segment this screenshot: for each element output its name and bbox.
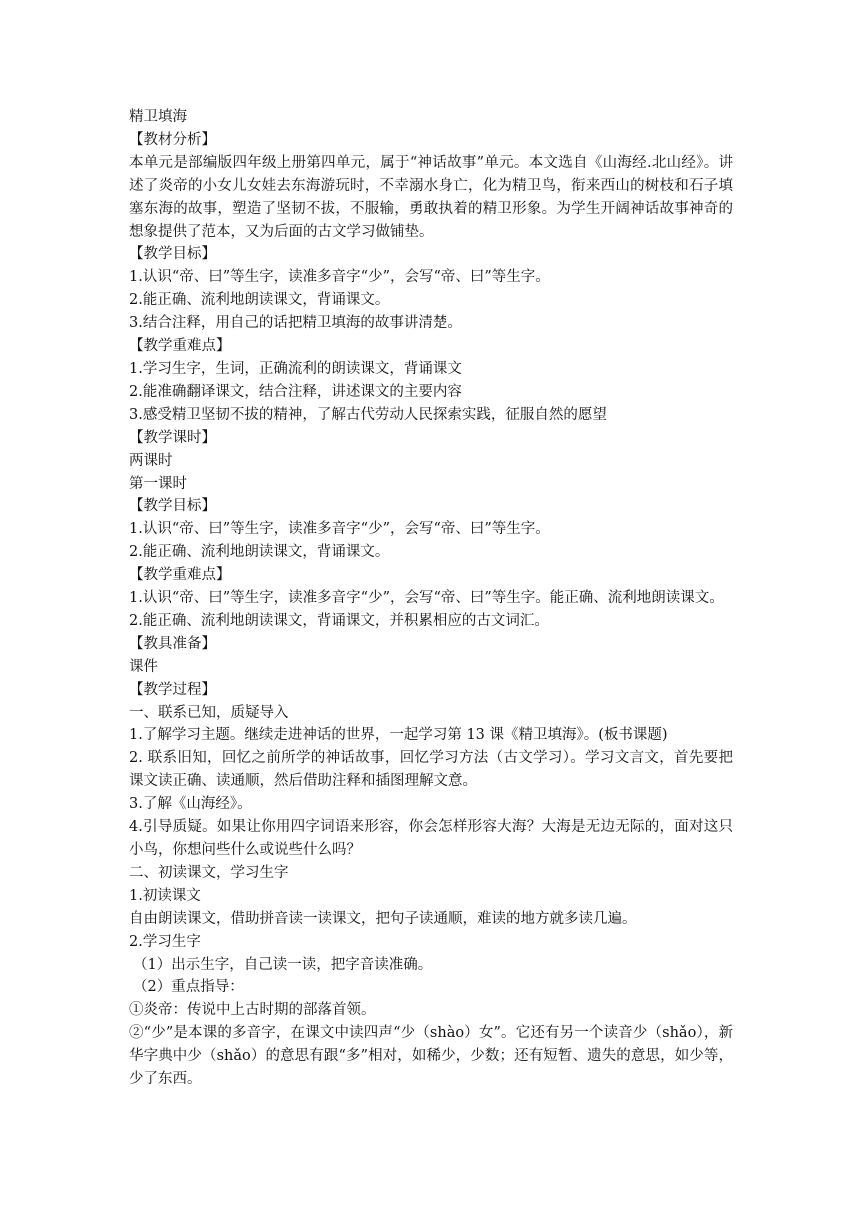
paragraph: 2. 联系旧知，回忆之前所学的神话故事，回忆学习方法（古文学习）。学习文言文，首先要把课文读正确、读通顺，然后借助注释和插图理解文意。 [129, 750, 733, 790]
section-heading: 【教具准备】 [129, 635, 216, 652]
paragraph: （1）出示生字，自己读一读，把字音读准确。 [133, 956, 433, 973]
paragraph: 3.了解《山海经》。 [129, 796, 252, 813]
paragraph: 2.能正确、流利地朗读课文，背诵课文。 [129, 544, 390, 561]
paragraph: 3.结合注释，用自己的话把精卫填海的故事讲清楚。 [129, 315, 462, 332]
paragraph: 本单元是部编版四年级上册第四单元，属于“神话故事”单元。本文选自《山海经.北山经》。讲述了炎帝的小女儿女娃去东海游玩时，不幸溺水身亡，化为精卫鸟，衔来西山的树枝和石子填塞东海的故事，塑造了坚韧不拔，不服输，勇敢执着的精卫形象。为学生开阔神话故事神奇的想象提供了范本，又为后面的古文学习做铺垫。 [129, 154, 733, 240]
paragraph: 两课时 [129, 452, 173, 469]
paragraph: ②“少”是本课的多音字，在课文中读四声“少（shào）女”。它还有另一个读音少（shǎo），新华字典中少（shǎo）的意思有跟“多”相对，如稀少，少数；还有短暂、遗失的意思，如少等，少了东西。 [129, 1025, 733, 1088]
paragraph: 第一课时 [129, 475, 187, 492]
paragraph: 2.能准确翻译课文，结合注释，讲述课文的主要内容 [129, 383, 462, 400]
document-lines [129, 129, 733, 1091]
paragraph: 1.认识“帝、曰”等生字，读准多音字“少”，会写“帝、曰”等生字。 [129, 521, 550, 538]
section-heading: 【教学目标】 [129, 498, 216, 515]
paragraph: （2）重点指导： [133, 979, 244, 996]
paragraph: 2.能正确、流利地朗读课文，背诵课文，并积累相应的古文词汇。 [129, 612, 549, 629]
section-heading: 【教学重难点】 [129, 338, 231, 355]
section-heading: 【教材分析】 [129, 131, 216, 148]
document-body [129, 106, 733, 1091]
paragraph: 4.引导质疑。如果让你用四字词语来形容，你会怎样形容大海？大海是无边无际的，面对这只小鸟，你想问些什么或说些什么吗？ [129, 819, 733, 858]
paragraph: 1.学习生字，生词，正确流利的朗读课文，背诵课文 [129, 360, 462, 377]
paragraph: 2.学习生字 [129, 933, 201, 950]
document-title: 精卫填海 [129, 109, 187, 125]
section-heading: 【教学过程】 [129, 681, 216, 698]
paragraph: 1.初读课文 [129, 887, 201, 904]
paragraph: 2.能正确、流利地朗读课文，背诵课文。 [129, 292, 390, 309]
paragraph: 自由朗读课文，借助拼音读一读课文，把句子读通顺，难读的地方就多读几遍。 [129, 910, 637, 927]
section-heading: 【教学目标】 [129, 246, 216, 263]
paragraph: 一、联系已知，质疑导入 [129, 704, 289, 721]
paragraph: 课件 [129, 658, 158, 675]
paragraph: 1.认识“帝、曰”等生字，读准多音字“少”，会写“帝、曰”等生字。能正确、流利地朗读课文。 [129, 590, 724, 607]
paragraph: ①炎帝：传说中上古时期的部落首领。 [129, 1002, 376, 1019]
section-heading: 【教学重难点】 [129, 567, 231, 584]
paragraph: 3.感受精卫坚韧不拔的精神，了解古代劳动人民探索实践，征服自然的愿望 [129, 406, 607, 423]
paragraph: 二、初读课文，学习生字 [129, 864, 289, 881]
paragraph: 1.了解学习主题。继续走进神话的世界，一起学习第 13 课《精卫填海》。(板书课题) [129, 727, 668, 744]
section-heading: 【教学课时】 [129, 429, 216, 446]
paragraph: 1.认识“帝、曰”等生字，读准多音字“少”，会写“帝、曰”等生字。 [129, 269, 550, 286]
